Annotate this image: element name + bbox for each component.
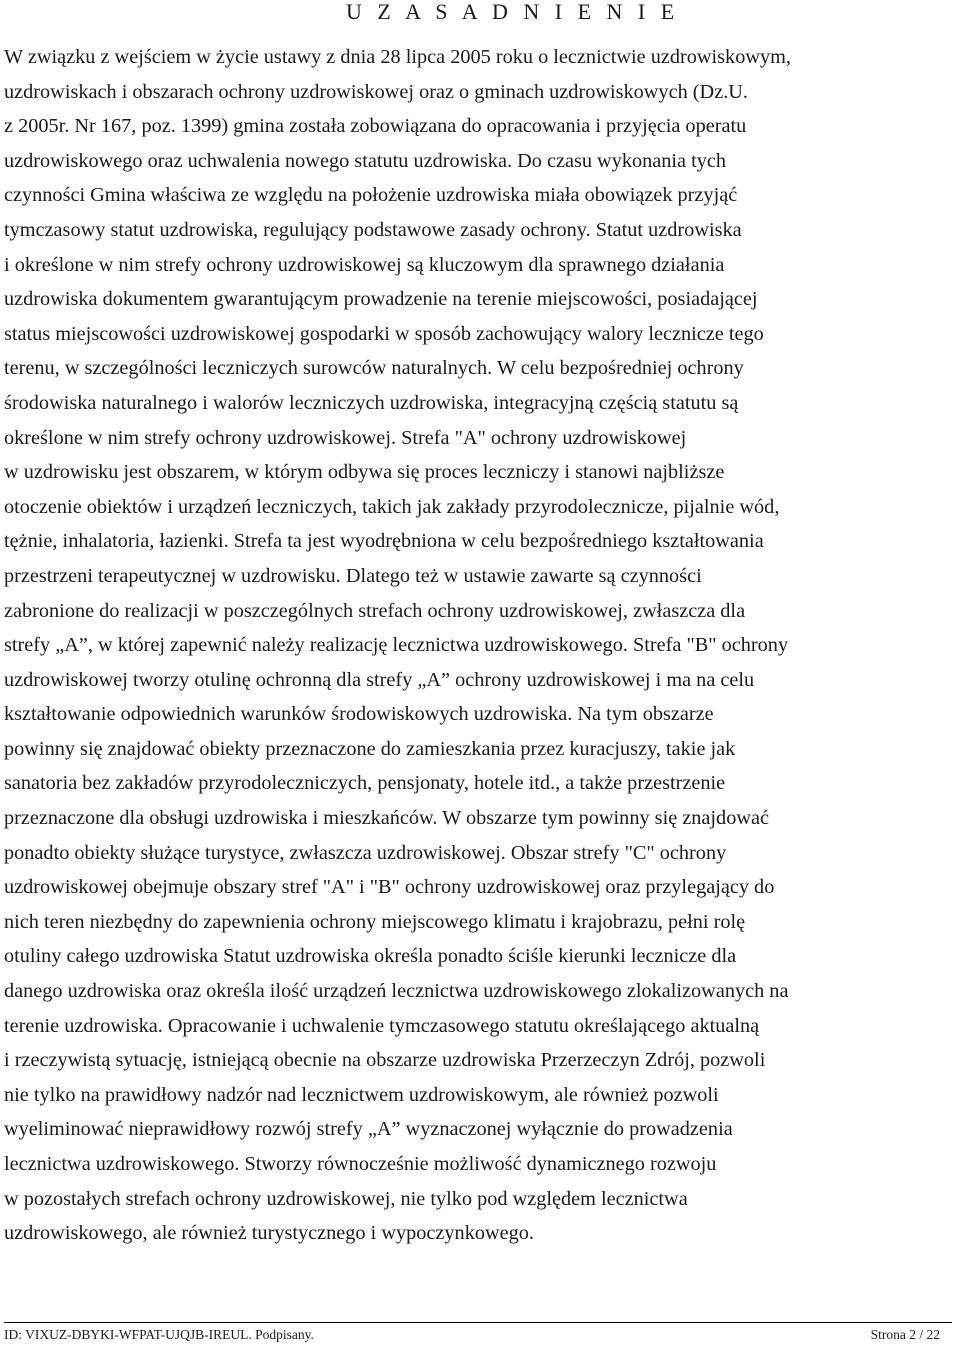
body-line: określone w nim strefy ochrony uzdrowiskowej. Strefa "A" ochrony uzdrowiskowej	[4, 426, 687, 449]
page-number: Strona 2 / 22	[870, 1327, 940, 1342]
body-line: nich teren niezbędny do zapewnienia ochrony miejscowego klimatu i krajobrazu, pełni rolę	[4, 910, 746, 933]
body-line: terenie uzdrowiska. Opracowanie i uchwalenie tymczasowego statutu określającego aktualną	[4, 1014, 760, 1037]
body-line: nie tylko na prawidłowy nadzór nad lecznictwem uzdrowiskowym, ale również pozwoli	[4, 1083, 719, 1106]
body-line: powinny się znajdować obiekty przeznaczone do zamieszkania przez kuracjuszy, takie jak	[4, 737, 736, 760]
body-line: uzdrowiskowej tworzy otulinę ochronną dla strefy „A” ochrony uzdrowiskowej i ma na celu	[4, 668, 755, 691]
body-line: status miejscowości uzdrowiskowej gospodarki w sposób zachowujący walory lecznicze tego	[4, 322, 764, 345]
body-line: i rzeczywistą sytuację, istniejącą obecnie na obszarze uzdrowiska Przerzeczyn Zdrój, pozwoli	[4, 1049, 766, 1072]
body-line: strefy „A”, w której zapewnić należy realizację lecznictwa uzdrowiskowego. Strefa "B" ochrony	[4, 634, 789, 657]
footer-divider	[4, 1322, 952, 1323]
body-line: w pozostałych strefach ochrony uzdrowiskowej, nie tylko pod względem lecznictwa	[4, 1187, 688, 1210]
body-line: sanatoria bez zakładów przyrodoleczniczych, pensjonaty, hotele itd., a także przestrzenie	[4, 772, 726, 795]
body-line: czynności Gmina właściwa ze względu na położenie uzdrowiska miała obowiązek przyjąć	[4, 184, 738, 207]
body-line: kształtowanie odpowiednich warunków środowiskowych uzdrowiska. Na tym obszarze	[4, 703, 714, 726]
page-title: U Z A S A D N I E N I E	[346, 0, 680, 24]
body-line: środowiska naturalnego i walorów leczniczych uzdrowiska, integracyjną częścią statutu są	[4, 391, 739, 414]
body-line: otoczenie obiektów i urządzeń leczniczych, takich jak zakłady przyrodolecznicze, pijalnie wód,	[4, 495, 780, 518]
body-line: danego uzdrowiska oraz określa ilość urządzeń lecznictwa uzdrowiskowego zlokalizowanych na	[4, 980, 789, 1003]
body-line: tężnie, inhalatoria, łazienki. Strefa ta jest wyodrębniona w celu bezpośredniego kształtowania	[4, 530, 764, 553]
body-line: uzdrowiska dokumentem gwarantującym prowadzenie na terenie miejscowości, posiadającej	[4, 288, 758, 311]
body-line: otuliny całego uzdrowiska Statut uzdrowiska określa ponadto ściśle kierunki lecznicze dla	[4, 945, 737, 968]
body-line: lecznictwa uzdrowiskowego. Stworzy równocześnie możliwość dynamicznego rozwoju	[4, 1153, 717, 1175]
body-line: przeznaczone dla obsługi uzdrowiska i mieszkańców. W obszarze tym powinny się znajdować	[4, 807, 769, 830]
body-line: zabronione do realizacji w poszczególnych strefach ochrony uzdrowiskowej, zwłaszcza dla	[4, 599, 746, 622]
body-line: uzdrowiskowego oraz uchwalenia nowego statutu uzdrowiska. Do czasu wykonania tych	[4, 149, 727, 172]
body-line: ponadto obiekty służące turystyce, zwłaszcza uzdrowiskowej. Obszar strefy "C" ochrony	[4, 841, 727, 864]
body-line: w uzdrowisku jest obszarem, w którym odbywa się proces leczniczy i stanowi najbliższe	[4, 461, 725, 484]
document-id: ID: VIXUZ-DBYKI-WFPAT-UJQJB-IREUL. Podpisany.	[4, 1327, 314, 1342]
body-line: i określone w nim strefy ochrony uzdrowiskowej są kluczowym dla sprawnego działania	[4, 253, 725, 276]
body-line: tymczasowy statut uzdrowiska, regulujący podstawowe zasady ochrony. Statut uzdrowiska	[4, 218, 742, 241]
body-line: uzdrowiskach i obszarach ochrony uzdrowiskowej oraz o gminach uzdrowiskowych (Dz.U.	[4, 80, 748, 103]
body-line: W związku z wejściem w życie ustawy z dnia 28 lipca 2005 roku o lecznictwie uzdrowiskowym,	[4, 46, 791, 68]
body-line: z 2005r. Nr 167, poz. 1399) gmina została zobowiązana do opracowania i przyjęcia operatu	[4, 115, 747, 138]
body-line: wyeliminować nieprawidłowy rozwój strefy „A” wyznaczonej wyłącznie do prowadzenia	[4, 1118, 733, 1141]
body-line: terenu, w szczególności leczniczych surowców naturalnych. W celu bezpośredniej ochrony	[4, 357, 744, 380]
body-line: przestrzeni terapeutycznej w uzdrowisku. Dlatego też w ustawie zawarte są czynności	[4, 564, 702, 587]
justification-body	[0, 40, 960, 1251]
body-line: uzdrowiskowego, ale również turystycznego i wypoczynkowego.	[4, 1222, 534, 1245]
body-line: uzdrowiskowej obejmuje obszary stref "A" i "B" ochrony uzdrowiskowej oraz przylegający do	[4, 876, 775, 899]
